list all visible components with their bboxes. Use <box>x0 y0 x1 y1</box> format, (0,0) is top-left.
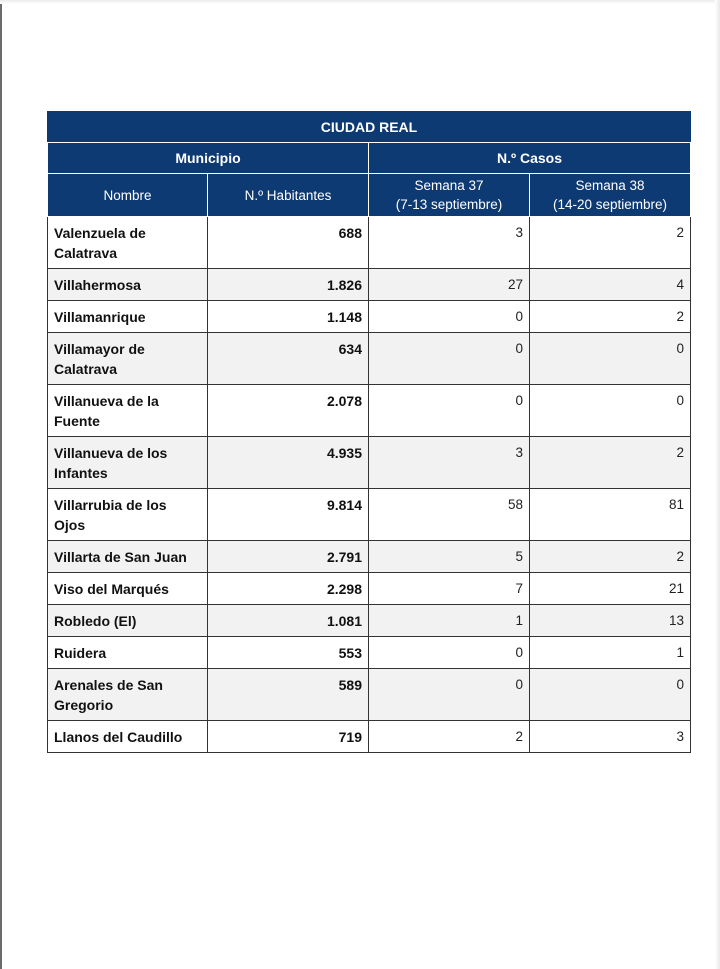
table-row <box>48 721 691 753</box>
municipio-name: Valenzuela de Calatrava <box>48 217 208 269</box>
municipio-name: Robledo (El) <box>48 605 208 637</box>
population-value: 1.081 <box>208 605 369 637</box>
table-row <box>48 541 691 573</box>
week37-cases: 0 <box>369 301 530 333</box>
population-value: 1.826 <box>208 269 369 301</box>
week37-cases: 0 <box>369 637 530 669</box>
population-value: 9.814 <box>208 489 369 541</box>
week38-cases: 2 <box>530 437 691 489</box>
table-row <box>48 217 691 269</box>
table-row <box>48 269 691 301</box>
week38-cases: 3 <box>530 721 691 753</box>
week38-cases: 0 <box>530 669 691 721</box>
table-row <box>48 573 691 605</box>
municipio-name: Ruidera <box>48 637 208 669</box>
week37-cases: 1 <box>369 605 530 637</box>
municipio-name: Villamayor de Calatrava <box>48 333 208 385</box>
population-value: 2.791 <box>208 541 369 573</box>
column-header-semana37 <box>369 174 530 217</box>
population-value: 2.078 <box>208 385 369 437</box>
column-header-nombre: Nombre <box>48 174 208 217</box>
group-header-municipio: Municipio <box>48 143 369 174</box>
population-value: 719 <box>208 721 369 753</box>
group-header-casos: N.º Casos <box>369 143 691 174</box>
cases-table <box>47 111 691 753</box>
week37-cases: 58 <box>369 489 530 541</box>
population-value: 634 <box>208 333 369 385</box>
week38-cases: 1 <box>530 637 691 669</box>
population-value: 1.148 <box>208 301 369 333</box>
table-title-row <box>48 112 691 143</box>
table-row <box>48 301 691 333</box>
week37-cases: 27 <box>369 269 530 301</box>
municipio-name: Villarrubia de los Ojos <box>48 489 208 541</box>
week38-cases: 4 <box>530 269 691 301</box>
week37-cases: 5 <box>369 541 530 573</box>
week38-cases: 0 <box>530 385 691 437</box>
week37-cases: 0 <box>369 669 530 721</box>
page-right-shadow <box>715 0 720 969</box>
semana37-range: (7-13 septiembre) <box>395 197 503 212</box>
table-row <box>48 437 691 489</box>
municipio-name: Viso del Marqués <box>48 573 208 605</box>
population-value: 589 <box>208 669 369 721</box>
table-row <box>48 669 691 721</box>
table-row <box>48 489 691 541</box>
week37-cases: 0 <box>369 385 530 437</box>
semana38-label: Semana 38 <box>575 178 645 193</box>
table-row <box>48 333 691 385</box>
population-value: 553 <box>208 637 369 669</box>
semana38-range: (14-20 septiembre) <box>552 197 668 212</box>
municipio-name: Llanos del Caudillo <box>48 721 208 753</box>
week38-cases: 2 <box>530 541 691 573</box>
municipio-name: Villamanrique <box>48 301 208 333</box>
municipio-name: Villahermosa <box>48 269 208 301</box>
week37-cases: 2 <box>369 721 530 753</box>
column-header-habitantes: N.º Habitantes <box>208 174 369 217</box>
population-value: 4.935 <box>208 437 369 489</box>
population-value: 2.298 <box>208 573 369 605</box>
table-title: CIUDAD REAL <box>48 112 691 143</box>
week38-cases: 2 <box>530 301 691 333</box>
municipio-name: Villarta de San Juan <box>48 541 208 573</box>
page-left-edge <box>0 0 2 969</box>
column-header-row <box>48 174 691 217</box>
table-row <box>48 637 691 669</box>
column-header-semana38 <box>530 174 691 217</box>
week38-cases: 81 <box>530 489 691 541</box>
municipio-name: Villanueva de la Fuente <box>48 385 208 437</box>
week37-cases: 0 <box>369 333 530 385</box>
municipio-name: Arenales de San Gregorio <box>48 669 208 721</box>
table-row <box>48 605 691 637</box>
week37-cases: 7 <box>369 573 530 605</box>
page-top-shadow <box>0 0 720 4</box>
table-row <box>48 385 691 437</box>
week37-cases: 3 <box>369 217 530 269</box>
week38-cases: 2 <box>530 217 691 269</box>
week37-cases: 3 <box>369 437 530 489</box>
municipio-name: Villanueva de los Infantes <box>48 437 208 489</box>
week38-cases: 13 <box>530 605 691 637</box>
group-header-row <box>48 143 691 174</box>
week38-cases: 21 <box>530 573 691 605</box>
week38-cases: 0 <box>530 333 691 385</box>
population-value: 688 <box>208 217 369 269</box>
semana37-label: Semana 37 <box>414 178 484 193</box>
